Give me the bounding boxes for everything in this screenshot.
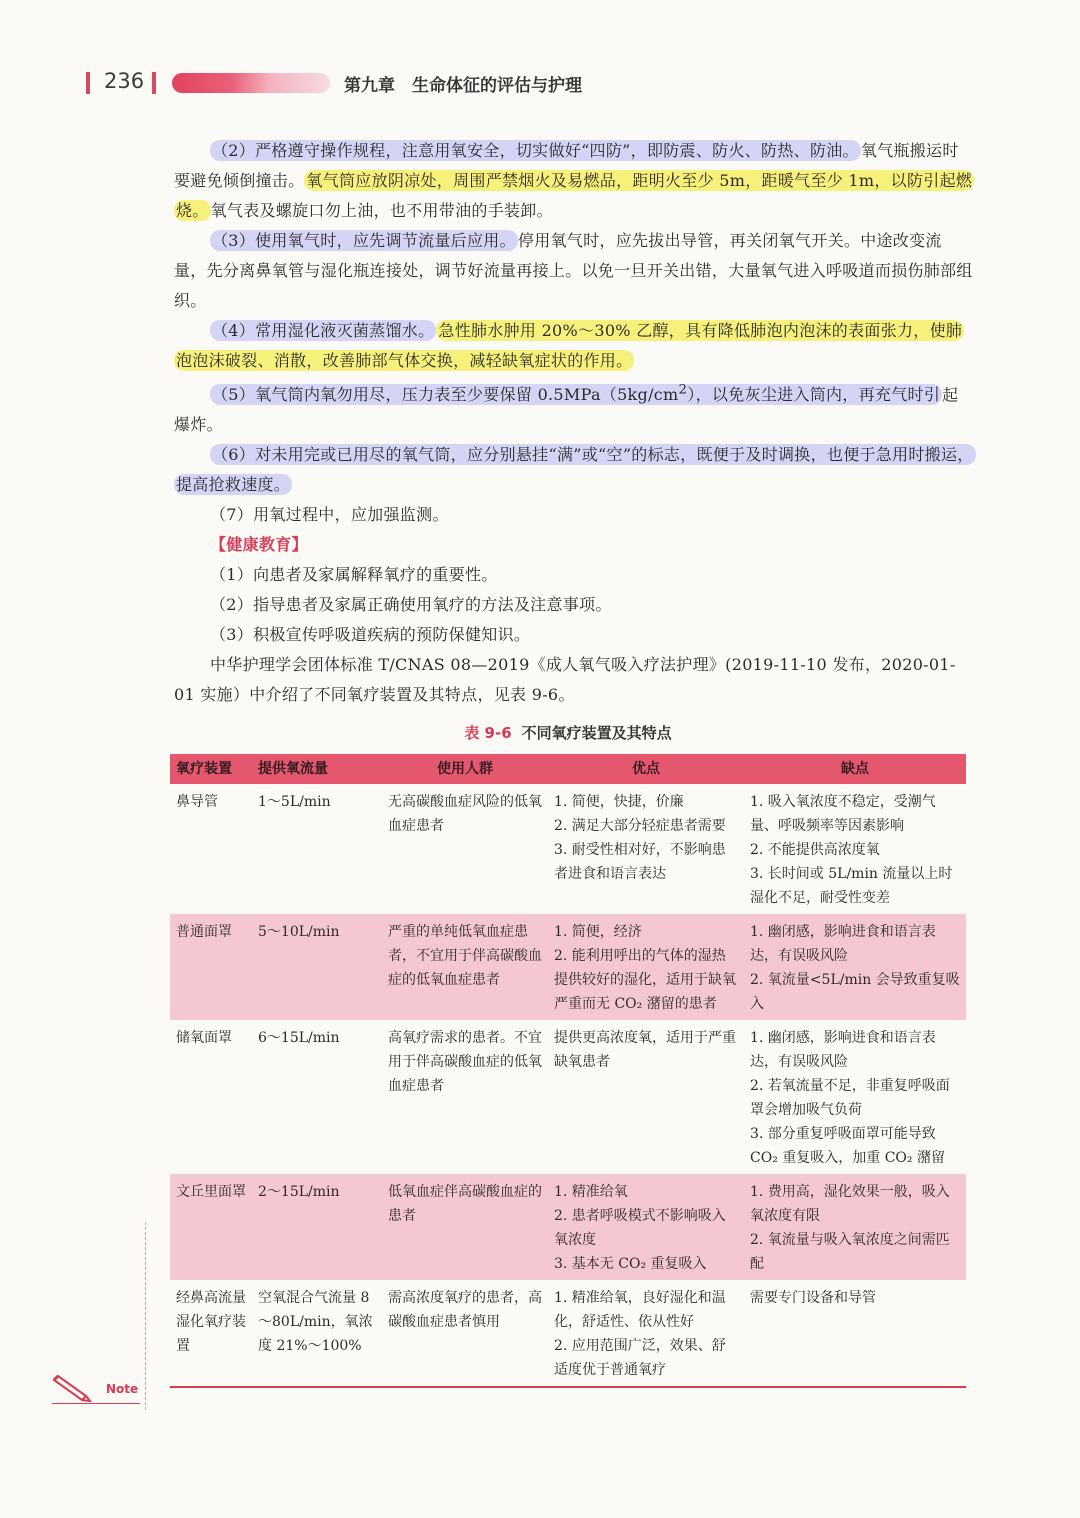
cons-item: 1. 幽闭感，影响进食和语言表达，有误吸风险 bbox=[750, 1030, 936, 1070]
cons-item: 3. 部分重复呼吸面罩可能导致 CO₂ 重复吸入，加重 CO₂ 潴留 bbox=[750, 1126, 945, 1166]
header-pros: 优点 bbox=[632, 761, 660, 777]
cell-flow: 6～15L/min bbox=[258, 1030, 340, 1046]
cell-pros bbox=[548, 1174, 744, 1280]
note-marker bbox=[52, 1370, 148, 1406]
pros-item: 2. 应用范围广泛，效果、舒适度优于普通氧疗 bbox=[554, 1338, 726, 1378]
cons-item: 3. 长时间或 5L/min 流量以上时湿化不足，耐受性变差 bbox=[750, 866, 953, 906]
table-row bbox=[170, 914, 966, 1020]
pencil-icon bbox=[52, 1372, 100, 1402]
section-heading bbox=[174, 530, 974, 560]
pros-item: 3. 耐受性相对好，不影响患者进食和语言表达 bbox=[554, 842, 726, 882]
cell-population: 低氧血症伴高碳酸血症的患者 bbox=[382, 1174, 548, 1280]
cell-cons bbox=[744, 1280, 966, 1387]
edu-item-1: （1）向患者及家属解释氧疗的重要性。 bbox=[210, 565, 498, 585]
edu-item-2: （2）指导患者及家属正确使用氧疗的方法及注意事项。 bbox=[210, 595, 612, 615]
cell-flow: 空氧混合气流量 8～80L/min，氧浓度 21%～100% bbox=[258, 1290, 373, 1354]
cell-cons bbox=[744, 914, 966, 1020]
highlight-blue: （2）严格遵守操作规程，注意用氧安全，切实做好“四防”，即防震、防火、防热、防油。 bbox=[212, 141, 859, 160]
cell-pros bbox=[548, 1280, 744, 1387]
text-span: 起爆炸。 bbox=[174, 385, 959, 435]
cell-device: 储氧面罩 bbox=[176, 1030, 232, 1046]
table-row bbox=[170, 784, 966, 914]
text-span: 氧气表及螺旋口勿上油，也不用带油的手装卸。 bbox=[210, 201, 553, 220]
cons-item: 2. 氧流量<5L/min 会导致重复吸入 bbox=[750, 972, 960, 1012]
cell-flow: 5～10L/min bbox=[252, 914, 382, 1020]
page-number: 236 bbox=[104, 69, 145, 93]
pros-item: 3. 基本无 CO₂ 重复吸入 bbox=[554, 1256, 707, 1272]
cell-population: 高氧疗需求的患者。不宜用于伴高碳酸血症的低氧血症患者 bbox=[388, 1030, 542, 1094]
pros-item: 提供更高浓度氧，适用于严重缺氧患者 bbox=[554, 1030, 736, 1070]
pros-item: 2. 满足大部分轻症患者需要 bbox=[554, 818, 726, 834]
table-row bbox=[170, 1174, 966, 1280]
highlight-yellow: 急性肺水肿用 20%～30% 乙醇，具有降低肺泡内泡沫的表面张力，使肺泡泡沫破裂、消散，改善肺部气体交换，减轻缺氧症状的作用。 bbox=[176, 321, 963, 370]
body-text bbox=[174, 136, 974, 710]
table-header-row bbox=[170, 754, 966, 784]
text-span: 停用氧气时，应先拔出导管，再关闭氧气开关。中途改变流量，先分离鼻氧管与湿化瓶连接处，调节好流量再接上。以免一旦开关出错，大量氧气进入呼吸道而损伤肺部组织。 bbox=[174, 231, 973, 310]
cell-flow: 2～15L/min bbox=[252, 1174, 382, 1280]
pros-item: 1. 简便，快捷，价廉 bbox=[554, 794, 684, 810]
cell-cons bbox=[744, 1020, 966, 1174]
paragraph-4 bbox=[174, 316, 974, 376]
text-span: 氧气瓶搬运时要避免倾倒撞击。 bbox=[174, 141, 959, 190]
cell-device: 文丘里面罩 bbox=[170, 1174, 252, 1280]
text-span: （5）氧气筒内氧勿用尽，压力表至少要保留 0.5MPa（5kg/cm bbox=[212, 385, 679, 405]
pros-item: 1. 精准给氧 bbox=[554, 1184, 628, 1200]
paragraph-3 bbox=[174, 226, 974, 316]
pros-item: 2. 能利用呼出的气体的湿热提供较好的湿化，适用于缺氧严重而无 CO₂ 潴留的患者 bbox=[554, 948, 736, 1012]
cell-flow: 1～5L/min bbox=[258, 794, 331, 810]
table-number: 表 9-6 bbox=[464, 724, 512, 742]
table-row bbox=[170, 1020, 966, 1174]
cons-item: 2. 不能提供高浓度氧 bbox=[750, 842, 880, 858]
header-bar-left bbox=[86, 72, 90, 94]
pros-item: 1. 简便，经济 bbox=[554, 924, 642, 940]
pros-item: 2. 患者呼吸模式不影响吸入氧浓度 bbox=[554, 1208, 726, 1248]
oxygen-device-table bbox=[170, 754, 966, 1388]
cell-population: 无高碳酸血症风险的低氧血症患者 bbox=[388, 794, 542, 834]
cell-population: 严重的单纯低氧血症患者，不宜用于伴高碳酸血症的低氧血症患者 bbox=[382, 914, 548, 1020]
cell-pros bbox=[548, 784, 744, 914]
cell-pros bbox=[548, 914, 744, 1020]
cell-population: 需高浓度氧疗的患者，高碳酸血症患者慎用 bbox=[388, 1290, 542, 1330]
edu-item-3: （3）积极宣传呼吸道疾病的预防保健知识。 bbox=[210, 625, 531, 645]
cons-item: 2. 若氧流量不足，非重复呼吸面罩会增加吸气负荷 bbox=[750, 1078, 950, 1118]
note-label: Note bbox=[106, 1382, 139, 1396]
cell-cons bbox=[744, 1174, 966, 1280]
paragraph-5 bbox=[174, 376, 974, 440]
chapter-title: 第九章 生命体征的评估与护理 bbox=[344, 76, 582, 96]
header-flow: 提供氧流量 bbox=[258, 761, 328, 777]
header-cons: 缺点 bbox=[841, 761, 869, 777]
header-bar-right bbox=[152, 72, 156, 94]
superscript: 2 bbox=[678, 383, 688, 398]
section-title: 【健康教育】 bbox=[210, 535, 308, 555]
header-decoration bbox=[172, 73, 330, 93]
cell-device: 经鼻高流量湿化氧疗装置 bbox=[176, 1290, 246, 1354]
header-device: 氧疗装置 bbox=[176, 761, 232, 777]
cell-cons bbox=[744, 784, 966, 914]
text-span: ），以免灰尘进入筒内，再充气时引 bbox=[687, 385, 941, 405]
highlight-blue bbox=[210, 384, 942, 405]
cell-device: 鼻导管 bbox=[176, 794, 218, 810]
cell-device: 普通面罩 bbox=[170, 914, 252, 1020]
header-population: 使用人群 bbox=[437, 761, 493, 777]
cons-item: 2. 氧流量与吸入氧浓度之间需匹配 bbox=[750, 1232, 950, 1272]
page-header bbox=[86, 68, 786, 100]
table-title: 不同氧疗装置及其特点 bbox=[521, 724, 672, 742]
paragraph-2 bbox=[174, 136, 974, 226]
paragraph-7: （7）用氧过程中，应加强监测。 bbox=[210, 505, 449, 525]
table-row bbox=[170, 1280, 966, 1387]
pros-item: 1. 精准给氧，良好湿化和温化，舒适性、依从性好 bbox=[554, 1290, 726, 1330]
cons-item: 1. 吸入氧浓度不稳定，受潮气量、呼吸频率等因素影响 bbox=[750, 794, 936, 834]
highlight-blue: （6）对未用完或已用尽的氧气筒，应分别悬挂“满”或“空”的标志，既便于及时调换，也便于急用时搬运，提高抢救速度。 bbox=[176, 445, 974, 495]
reference-paragraph: 中华护理学会团体标准 T/CNAS 08—2019《成人氧气吸入疗法护理》(2019-11-10 发布，2020-01-01 实施）中介绍了不同氧疗装置及其特点，见表 9-6。 bbox=[174, 655, 956, 705]
highlight-yellow: 氧气筒应放阴凉处，周围严禁烟火及易燃品，距明火至少 5m，距暖气至少 1m，以防引起燃烧。 bbox=[176, 171, 973, 220]
cons-item: 需要专门设备和导管 bbox=[750, 1290, 876, 1306]
cell-pros bbox=[548, 1020, 744, 1174]
table-caption bbox=[170, 722, 966, 743]
cons-item: 1. 费用高，湿化效果一般，吸入氧浓度有限 bbox=[750, 1184, 950, 1224]
cons-item: 1. 幽闭感，影响进食和语言表达，有误吸风险 bbox=[750, 924, 936, 964]
note-underline bbox=[52, 1403, 140, 1404]
highlight-blue: （4）常用湿化液灭菌蒸馏水。 bbox=[212, 321, 435, 340]
highlight-blue: （3）使用氧气时，应先调节流量后应用。 bbox=[212, 231, 516, 250]
paragraph-6 bbox=[174, 440, 974, 500]
